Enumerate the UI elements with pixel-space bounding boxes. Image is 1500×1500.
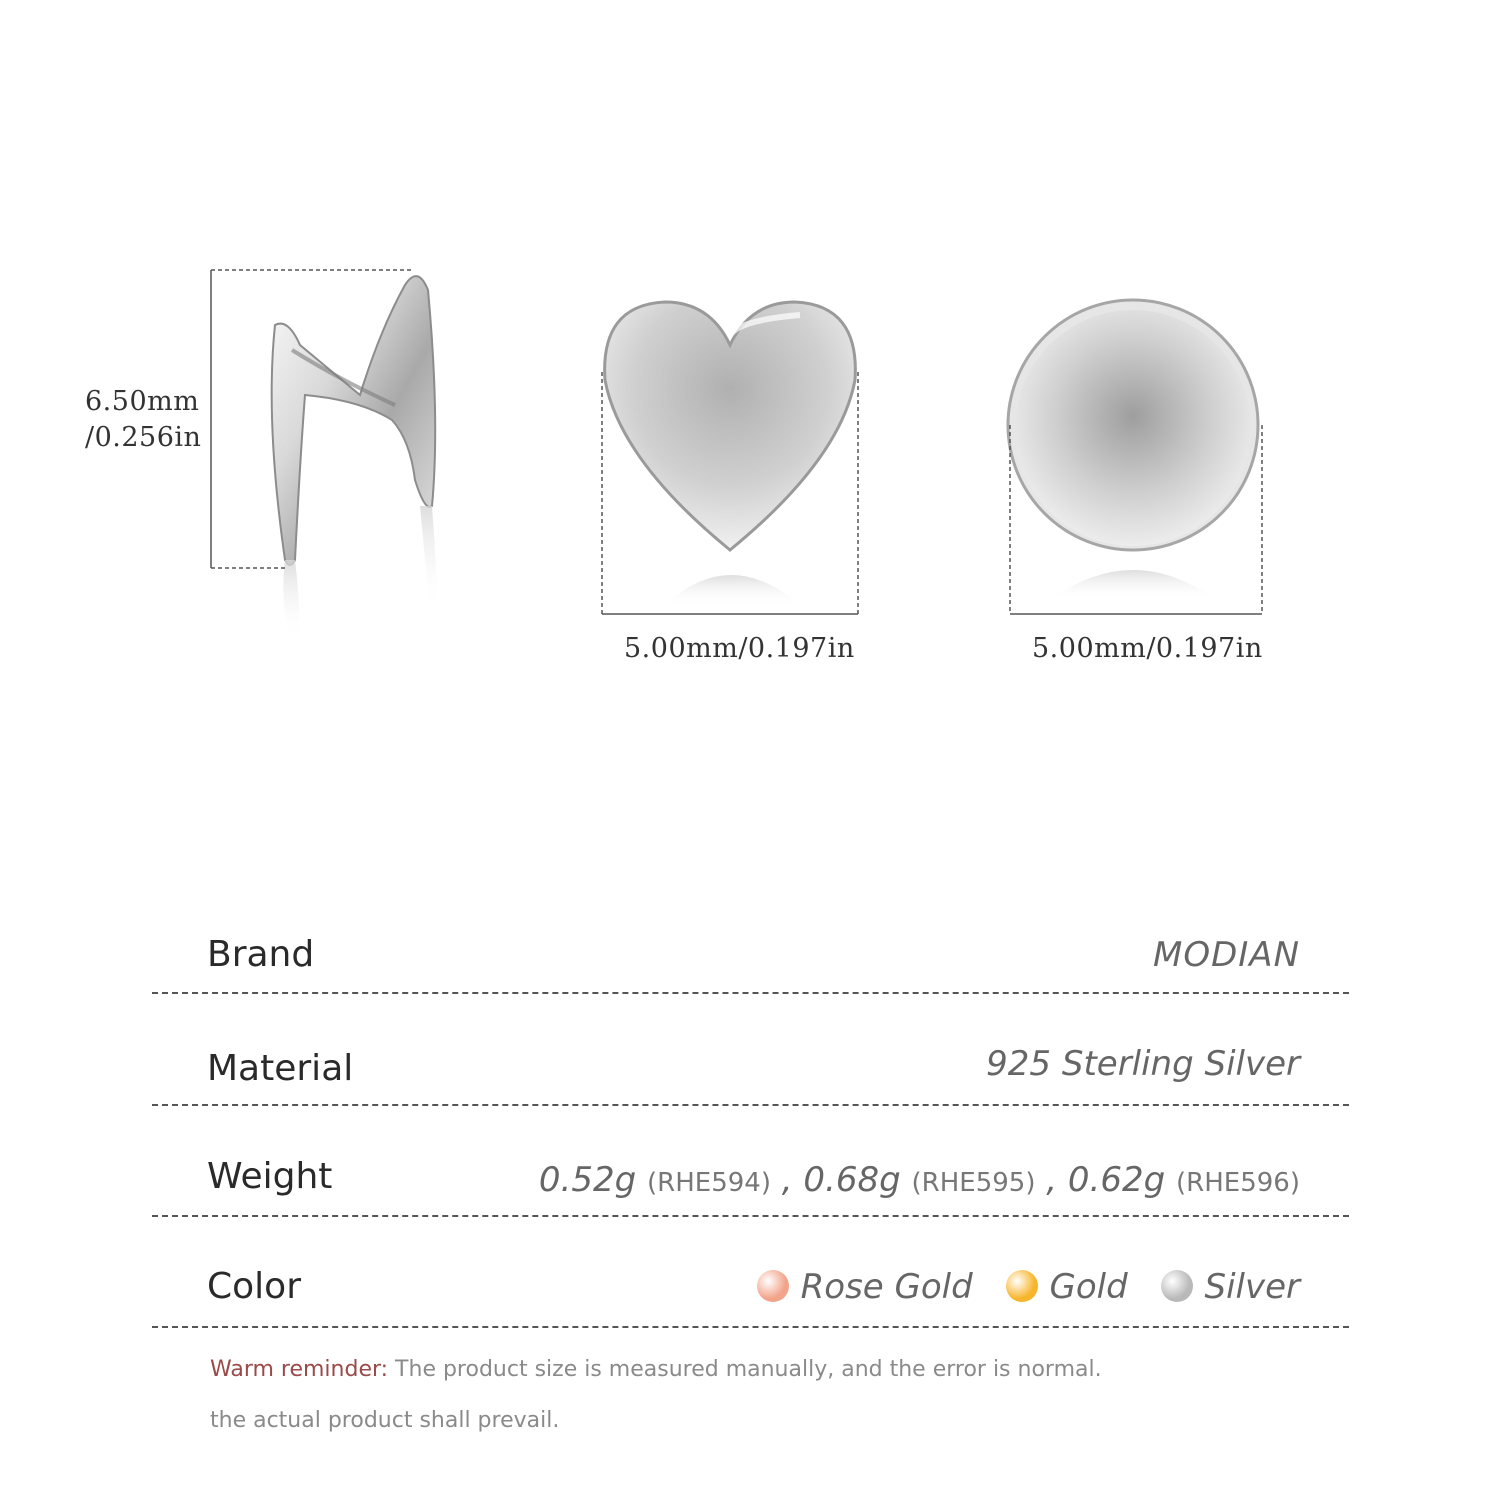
weight-label: Weight [207,1156,333,1197]
divider-material [152,1104,1349,1106]
height-in-label: /0.256in [85,422,202,453]
gold-label: Gold [1049,1267,1128,1307]
weight-rhe595: 0.68g [803,1160,901,1200]
divider-brand [152,992,1349,994]
heart-earring [605,302,856,605]
weight-value [539,1160,1300,1200]
heart-width-label: 5.00mm/0.197in [624,633,855,664]
weight-rhe596: 0.62g [1067,1160,1166,1200]
warm-reminder-line1 [210,1357,1102,1382]
product-illustrations [0,0,1500,720]
warm-reminder-line2: the actual product shall prevail. [210,1408,560,1433]
round-width-label: 5.00mm/0.197in [1032,633,1263,664]
warm-reminder-text: The product size is measured manually, and the error is normal. [388,1357,1102,1382]
silver-swatch [1161,1270,1193,1302]
weight-code-rhe595: (RHE595) [911,1168,1036,1198]
rose-gold-label: Rose Gold [800,1267,973,1307]
round-disc-earring [1008,300,1258,600]
rose-gold-swatch [757,1270,789,1302]
lightning-bolt-earring [272,276,438,640]
gold-swatch [1006,1270,1038,1302]
height-mm-label: 6.50mm [85,386,200,417]
weight-rhe594: 0.52g [538,1160,637,1200]
divider-color [152,1326,1349,1328]
warm-reminder-prefix: Warm reminder: [210,1357,389,1382]
weight-separator: , [1046,1160,1058,1200]
weight-code-rhe594: (RHE594) [647,1168,771,1198]
weight-code-rhe596: (RHE596) [1176,1168,1300,1198]
material-label: Material [207,1048,354,1089]
brand-label: Brand [207,934,315,975]
color-label: Color [207,1266,301,1307]
divider-weight [152,1215,1349,1217]
color-value [757,1267,1300,1307]
weight-separator: , [781,1160,793,1200]
silver-label: Silver [1204,1267,1300,1307]
brand-value: MODIAN [1153,935,1300,975]
material-value: 925 Sterling Silver [986,1044,1300,1084]
